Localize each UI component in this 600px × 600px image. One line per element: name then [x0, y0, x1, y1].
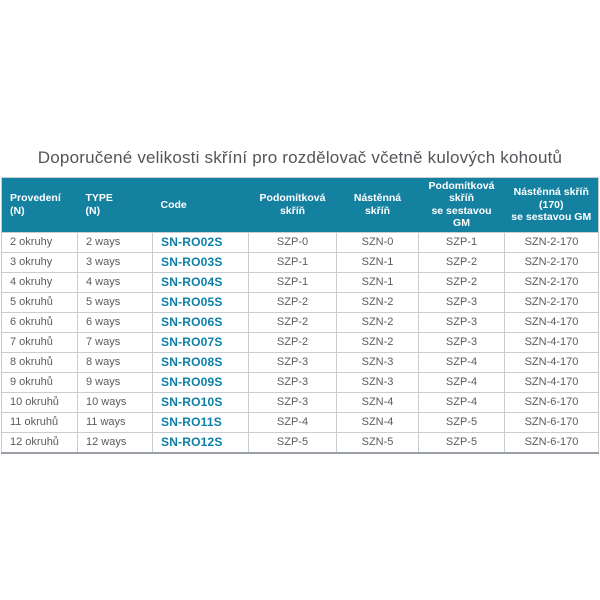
table-row — [2, 332, 599, 352]
table-row — [2, 372, 599, 392]
cell-provedeni: 2 okruhy — [2, 232, 78, 252]
cell-podomitkova-gm: SZP-3 — [419, 332, 505, 352]
cell-nastenna-gm: SZN-6-170 — [505, 432, 599, 453]
cell-code: SN-RO11S — [153, 412, 249, 432]
cell-code: SN-RO09S — [153, 372, 249, 392]
table-row — [2, 312, 599, 332]
cell-type: 4 ways — [78, 272, 153, 292]
cell-provedeni: 9 okruhů — [2, 372, 78, 392]
cell-type: 9 ways — [78, 372, 153, 392]
cell-nastenna: SZN-4 — [337, 412, 419, 432]
cell-nastenna-gm: SZN-4-170 — [505, 312, 599, 332]
cell-provedeni: 5 okruhů — [2, 292, 78, 312]
cell-nastenna-gm: SZN-2-170 — [505, 232, 599, 252]
cell-code: SN-RO10S — [153, 392, 249, 412]
cabinet-sizes-table — [1, 177, 599, 454]
cell-podomitkova: SZP-4 — [249, 412, 337, 432]
cell-nastenna: SZN-4 — [337, 392, 419, 412]
cell-podomitkova-gm: SZP-5 — [419, 412, 505, 432]
cell-type: 6 ways — [78, 312, 153, 332]
cell-provedeni: 3 okruhy — [2, 252, 78, 272]
table-row — [2, 292, 599, 312]
cell-nastenna-gm: SZN-4-170 — [505, 372, 599, 392]
cell-podomitkova-gm: SZP-4 — [419, 372, 505, 392]
cell-podomitkova: SZP-0 — [249, 232, 337, 252]
cell-podomitkova-gm: SZP-2 — [419, 252, 505, 272]
cell-code: SN-RO08S — [153, 352, 249, 372]
table-body — [2, 232, 599, 453]
cell-nastenna: SZN-3 — [337, 372, 419, 392]
cell-provedeni: 7 okruhů — [2, 332, 78, 352]
cell-code: SN-RO06S — [153, 312, 249, 332]
column-header-podomitkova: Podomítková skříň — [249, 178, 337, 233]
cell-provedeni: 12 okruhů — [2, 432, 78, 453]
cell-nastenna-gm: SZN-2-170 — [505, 292, 599, 312]
table-row — [2, 252, 599, 272]
cell-provedeni: 8 okruhů — [2, 352, 78, 372]
cell-type: 11 ways — [78, 412, 153, 432]
cell-nastenna: SZN-2 — [337, 312, 419, 332]
cell-type: 5 ways — [78, 292, 153, 312]
cell-nastenna-gm: SZN-4-170 — [505, 352, 599, 372]
cell-type: 10 ways — [78, 392, 153, 412]
cell-podomitkova: SZP-2 — [249, 332, 337, 352]
cell-nastenna-gm: SZN-2-170 — [505, 252, 599, 272]
cell-nastenna: SZN-2 — [337, 292, 419, 312]
cell-type: 12 ways — [78, 432, 153, 453]
cell-type: 8 ways — [78, 352, 153, 372]
cell-nastenna-gm: SZN-2-170 — [505, 272, 599, 292]
table-row — [2, 232, 599, 252]
table-row — [2, 272, 599, 292]
cell-type: 2 ways — [78, 232, 153, 252]
table-row — [2, 432, 599, 453]
cell-podomitkova: SZP-2 — [249, 312, 337, 332]
cell-podomitkova: SZP-5 — [249, 432, 337, 453]
cell-provedeni: 11 okruhů — [2, 412, 78, 432]
cell-nastenna: SZN-1 — [337, 272, 419, 292]
cell-provedeni: 4 okruhy — [2, 272, 78, 292]
cell-code: SN-RO03S — [153, 252, 249, 272]
column-header-type: TYPE (N) — [78, 178, 153, 233]
table-row — [2, 412, 599, 432]
column-header-nastenna-gm: Nástěnná skříň (170) se sestavou GM — [505, 178, 599, 233]
table-header — [2, 178, 599, 233]
cell-code: SN-RO12S — [153, 432, 249, 453]
page-title: Doporučené velikosti skříní pro rozdělovač včetně kulových kohoutů — [37, 148, 563, 167]
cell-podomitkova-gm: SZP-1 — [419, 232, 505, 252]
cell-podomitkova-gm: SZP-3 — [419, 312, 505, 332]
cell-nastenna-gm: SZN-6-170 — [505, 412, 599, 432]
cell-nastenna: SZN-5 — [337, 432, 419, 453]
cell-nastenna-gm: SZN-4-170 — [505, 332, 599, 352]
cell-nastenna: SZN-3 — [337, 352, 419, 372]
cell-nastenna: SZN-0 — [337, 232, 419, 252]
cell-code: SN-RO02S — [153, 232, 249, 252]
cell-type: 3 ways — [78, 252, 153, 272]
cell-podomitkova: SZP-2 — [249, 292, 337, 312]
cell-podomitkova: SZP-1 — [249, 252, 337, 272]
cell-podomitkova: SZP-3 — [249, 392, 337, 412]
cell-provedeni: 10 okruhů — [2, 392, 78, 412]
cell-podomitkova-gm: SZP-4 — [419, 392, 505, 412]
cell-type: 7 ways — [78, 332, 153, 352]
cell-podomitkova: SZP-3 — [249, 352, 337, 372]
cell-code: SN-RO05S — [153, 292, 249, 312]
cell-podomitkova: SZP-3 — [249, 372, 337, 392]
cell-podomitkova: SZP-1 — [249, 272, 337, 292]
cell-podomitkova-gm: SZP-2 — [419, 272, 505, 292]
cell-podomitkova-gm: SZP-4 — [419, 352, 505, 372]
cell-code: SN-RO04S — [153, 272, 249, 292]
cell-podomitkova-gm: SZP-3 — [419, 292, 505, 312]
cell-nastenna: SZN-2 — [337, 332, 419, 352]
table-row — [2, 392, 599, 412]
cell-nastenna-gm: SZN-6-170 — [505, 392, 599, 412]
table-row — [2, 352, 599, 372]
header-row — [2, 178, 599, 233]
cell-code: SN-RO07S — [153, 332, 249, 352]
cell-podomitkova-gm: SZP-5 — [419, 432, 505, 453]
column-header-podomitkova-gm: Podomítková skříň se sestavou GM — [419, 178, 505, 233]
cell-nastenna: SZN-1 — [337, 252, 419, 272]
cell-provedeni: 6 okruhů — [2, 312, 78, 332]
column-header-nastenna: Nástěnná skříň — [337, 178, 419, 233]
column-header-provedeni: Provedení (N) — [2, 178, 78, 233]
column-header-code: Code — [153, 178, 249, 233]
